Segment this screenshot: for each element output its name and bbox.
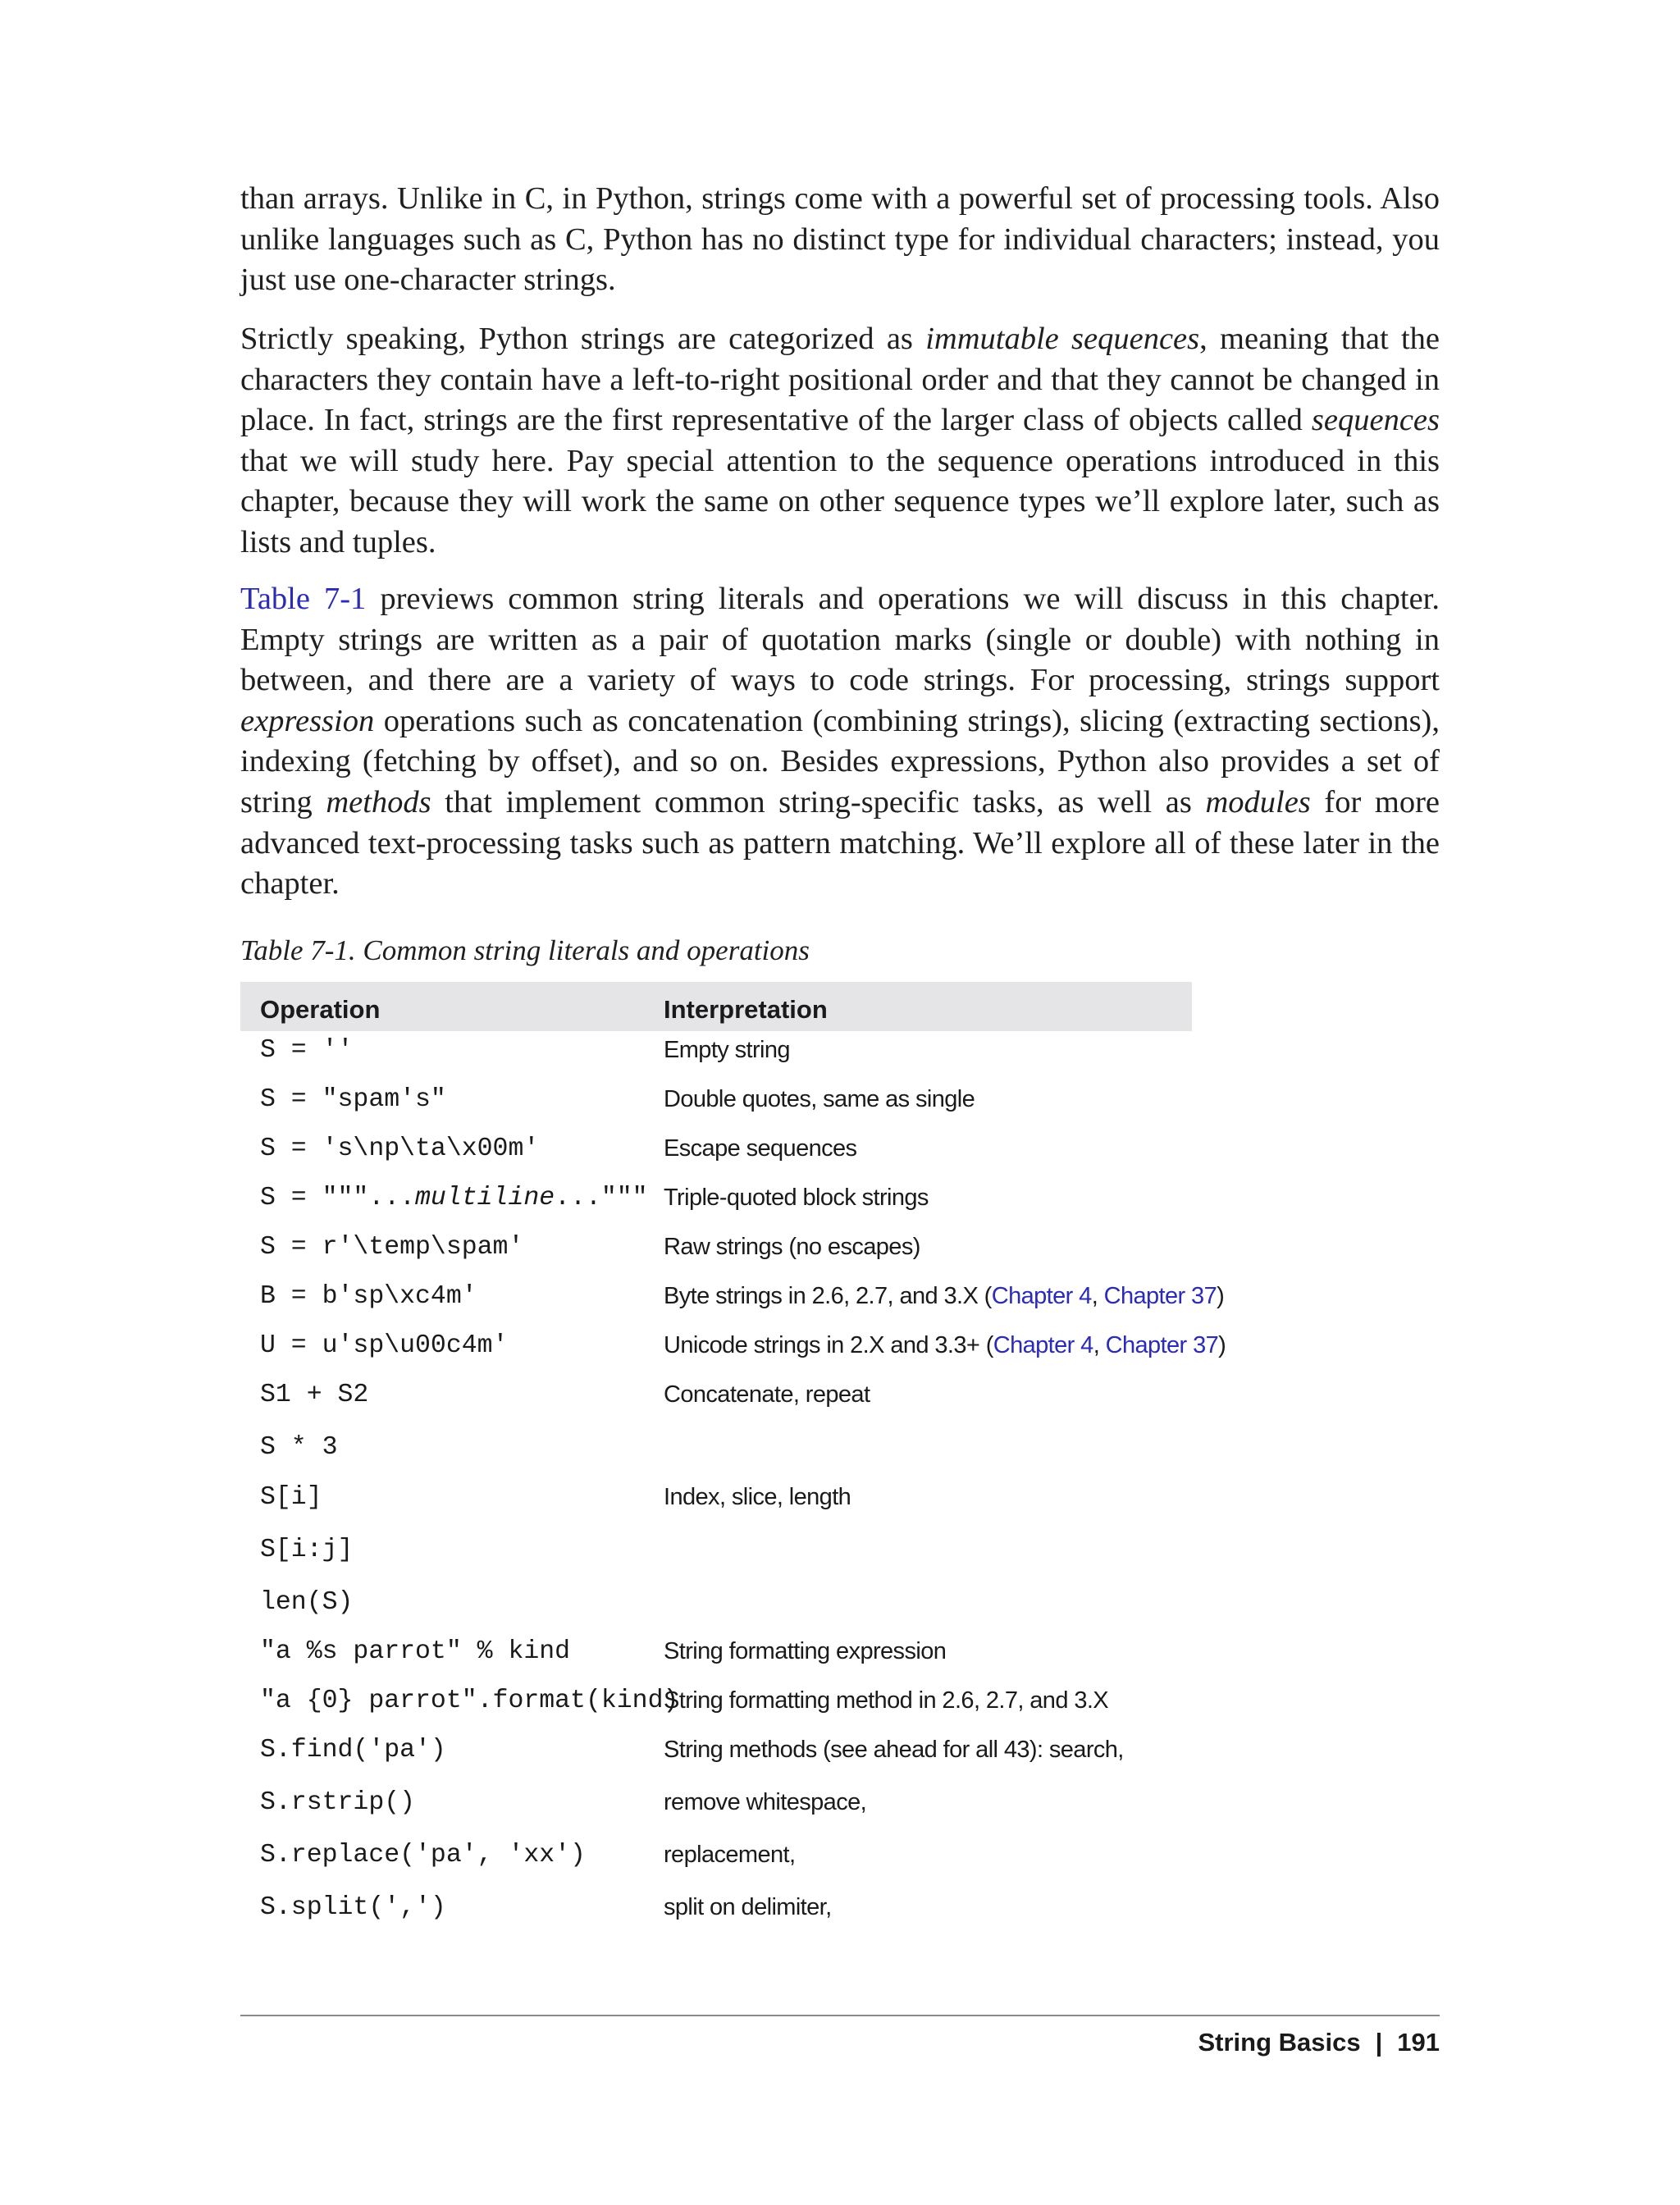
- table-row: [240, 1478, 1192, 1519]
- table-header: [240, 982, 1192, 1031]
- paragraph-2: [240, 319, 1440, 564]
- operation-cell: S.find('pa'): [260, 1736, 446, 1764]
- table-row: [240, 1277, 1225, 1318]
- operation-cell-part-b: ...""": [555, 1184, 648, 1212]
- emphasis-sequences: sequences: [1311, 403, 1440, 438]
- header-operation: Operation: [260, 995, 381, 1024]
- interpretation-cell: Empty string: [664, 1037, 790, 1063]
- footer-separator: |: [1375, 2028, 1383, 2057]
- chapter-37-link[interactable]: Chapter 37: [1105, 1332, 1219, 1358]
- table-row: [240, 1583, 1192, 1624]
- interpretation-close: ): [1218, 1332, 1226, 1358]
- operation-cell: "a {0} parrot".format(kind): [260, 1687, 679, 1715]
- emphasis-immutable-sequences: immutable sequences: [925, 322, 1200, 356]
- table-row: [240, 1428, 1192, 1469]
- interpretation-separator: ,: [1091, 1283, 1104, 1309]
- table-row: [240, 1836, 1192, 1877]
- emphasis-modules: modules: [1205, 784, 1311, 819]
- table-row: [240, 1228, 1192, 1269]
- paragraph-2-text-a: Strictly speaking, Python strings are categorized as: [240, 322, 926, 356]
- operation-cell: [260, 1184, 648, 1212]
- table-row: [240, 1888, 1192, 1929]
- operation-cell: S.rstrip(): [260, 1788, 416, 1817]
- interpretation-cell: split on delimiter,: [664, 1894, 832, 1920]
- paragraph-3-text-c: that implement common string-specific tasks, as well as: [431, 784, 1206, 819]
- footer-rule: [240, 2015, 1440, 2016]
- interpretation-cell: Raw strings (no escapes): [664, 1234, 920, 1260]
- operation-cell: S[i]: [260, 1483, 322, 1512]
- interpretation-cell: String formatting expression: [664, 1638, 947, 1664]
- table-row: [240, 1130, 1192, 1171]
- table-row: [240, 1326, 1226, 1367]
- operation-cell: S.replace('pa', 'xx'): [260, 1841, 586, 1869]
- emphasis-expression: expression: [240, 703, 375, 738]
- interpretation-cell: String methods (see ahead for all 43): search,: [664, 1737, 1124, 1763]
- table-row: [240, 1531, 1192, 1572]
- paragraph-1-text: than arrays. Unlike in C, in Python, strings come with a powerful set of processing tools. Also unlike languages such as C, Python has no distinct type for individual characters; instead, you just use one-character strings.: [240, 181, 1440, 298]
- chapter-4-link[interactable]: Chapter 4: [991, 1283, 1092, 1309]
- operation-cell: B = b'sp\xc4m': [260, 1282, 477, 1311]
- operation-cell: U = u'sp\u00c4m': [260, 1331, 509, 1360]
- interpretation-text: Byte strings in 2.6, 2.7, and 3.X (: [664, 1283, 992, 1309]
- operation-cell: S.split(','): [260, 1893, 446, 1922]
- operation-cell-italic: multiline: [415, 1184, 555, 1212]
- operation-cell: S = "spam's": [260, 1085, 446, 1114]
- table-row: [240, 1682, 1192, 1723]
- string-operations-table: [240, 982, 1226, 1922]
- interpretation-cell: Escape sequences: [664, 1135, 857, 1162]
- paragraph-2-text-c: that we will study here. Pay special attention to the sequence operations introduced in this chapter, because they will work the same on other sequence types we’ll explore later, such as lists and tuples.: [240, 443, 1440, 559]
- interpretation-cell: [664, 1283, 1224, 1310]
- interpretation-cell: remove whitespace,: [664, 1789, 867, 1815]
- operation-cell: S1 + S2: [260, 1381, 369, 1409]
- interpretation-cell: [664, 1332, 1226, 1359]
- operation-cell: len(S): [260, 1588, 354, 1617]
- operation-cell-part-a: S = """...: [260, 1184, 416, 1212]
- paragraph-3-text-b: operations such as concatenation (combining strings), slicing (extracting sections), indexing (fetching by offset), and so on. Besides expressions, Python also provides a set of string: [240, 703, 1440, 819]
- table-caption: Table 7-1. Common string literals and operations: [240, 934, 810, 966]
- operation-cell: S = '': [260, 1036, 354, 1065]
- table-row: [240, 1376, 1192, 1417]
- page-number: 191: [1397, 2028, 1440, 2057]
- paragraph-3: [240, 579, 1440, 905]
- table-row: [240, 1731, 1192, 1772]
- table-row: [240, 1031, 1192, 1072]
- paragraph-2-text-b: , meaning that the characters they contain have a left-to-right positional order and that they cannot be changed in place. In fact, strings are the first representative of the larger class of objects called: [240, 322, 1440, 438]
- table-row: [240, 1080, 1192, 1121]
- operation-cell: "a %s parrot" % kind: [260, 1637, 571, 1666]
- paragraph-1: [240, 179, 1440, 301]
- page-footer: [1198, 2028, 1440, 2057]
- interpretation-cell: String formatting method in 2.6, 2.7, and 3.X: [664, 1687, 1109, 1714]
- operation-cell: S[i:j]: [260, 1536, 354, 1564]
- footer-section-title: String Basics: [1198, 2028, 1361, 2057]
- emphasis-methods: methods: [326, 784, 431, 819]
- table-7-1-link[interactable]: Table 7-1: [240, 582, 367, 616]
- interpretation-cell: replacement,: [664, 1842, 796, 1868]
- interpretation-cell: Index, slice, length: [664, 1484, 851, 1510]
- interpretation-close: ): [1217, 1283, 1225, 1309]
- table-row: [240, 1179, 1192, 1220]
- chapter-37-link[interactable]: Chapter 37: [1103, 1283, 1217, 1309]
- header-interpretation: Interpretation: [664, 995, 828, 1024]
- paragraph-3-text-d: for more advanced text-processing tasks such as pattern matching. We’ll explore all of these later in the chapter.: [240, 784, 1440, 902]
- interpretation-text: Unicode strings in 2.X and 3.3+ (: [664, 1332, 993, 1358]
- chapter-4-link[interactable]: Chapter 4: [993, 1332, 1093, 1358]
- table-row: [240, 1783, 1192, 1824]
- interpretation-cell: Triple-quoted block strings: [664, 1185, 929, 1211]
- table-row: [240, 1632, 1192, 1673]
- operation-cell: S = 's\np\ta\x00m': [260, 1134, 540, 1163]
- interpretation-separator: ,: [1093, 1332, 1106, 1358]
- operation-cell: S = r'\temp\spam': [260, 1233, 524, 1262]
- interpretation-cell: Concatenate, repeat: [664, 1381, 870, 1408]
- paragraph-3-text-a: previews common string literals and operations we will discuss in this chapter. Empty strings are written as a pair of quotation marks (single or double) with nothing in between, and there are a variety of ways to code strings. For processing, strings support: [240, 582, 1440, 698]
- operation-cell: S * 3: [260, 1433, 338, 1462]
- interpretation-cell: Double quotes, same as single: [664, 1086, 975, 1112]
